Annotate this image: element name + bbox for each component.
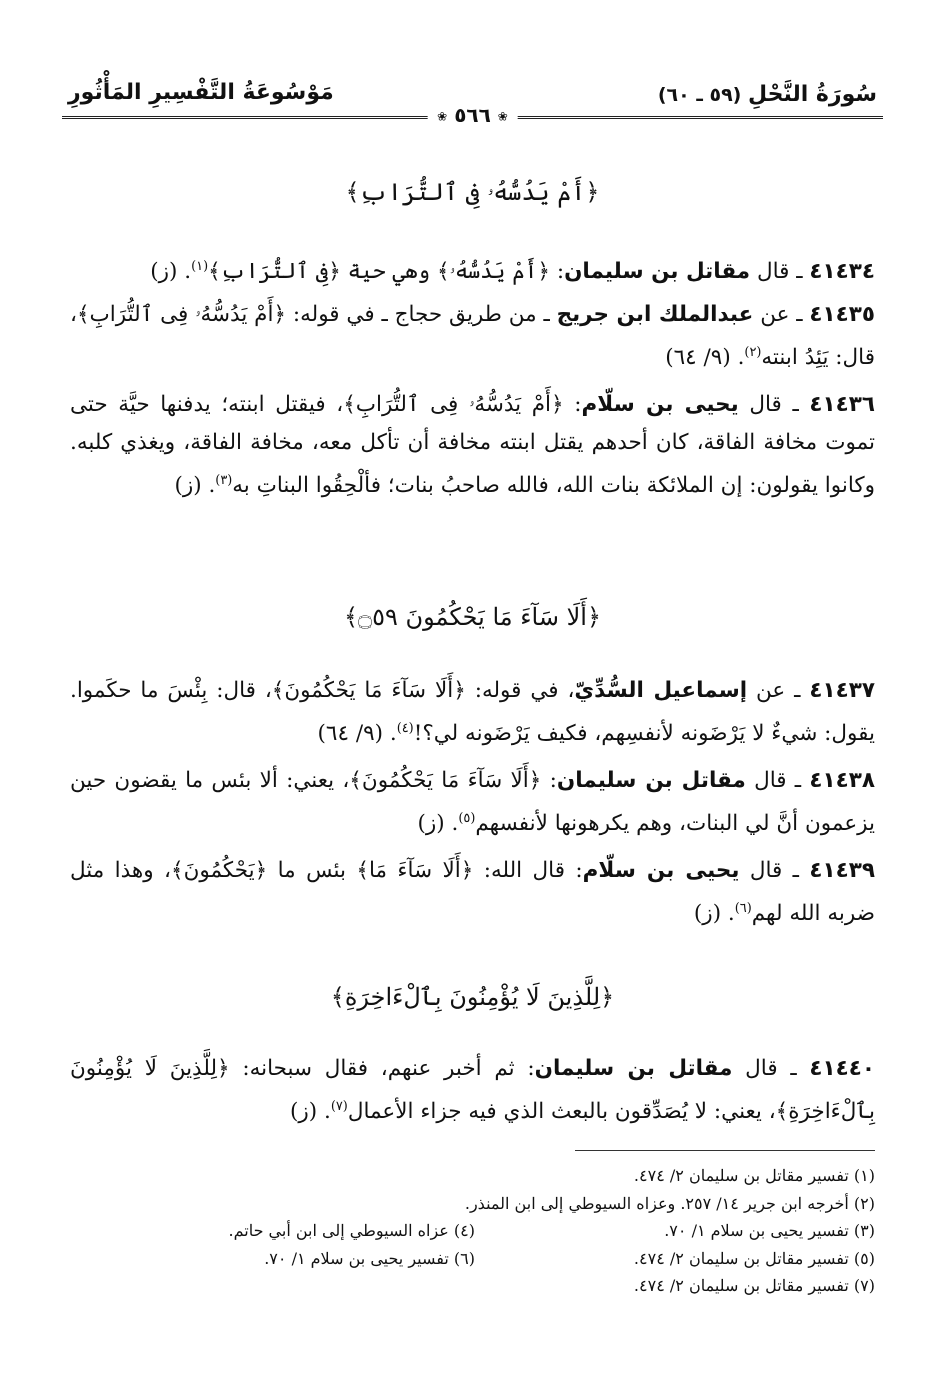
entry-source: . (ز) — [693, 901, 735, 927]
entry-text: : ﴿أَلَا سَآءَ مَا يَحْكُمُونَ﴾، يعني: ألا بئس ما يقضون حين يزعمون أنَّ لي البنات، وهم يكرهونها لأنفسهم — [70, 768, 875, 837]
entry-source: . (ز) — [290, 1099, 331, 1125]
entry-source: . (٩/ ٦٤) — [665, 345, 745, 371]
footnote-ref[interactable]: (٢) — [744, 345, 762, 360]
entry-text: ـ من طريق حجاج ـ في قوله: ﴿أَمْ يَدُسُّهُۥ فِى ٱلتُّرَابِ﴾، قال: يَئِدُ ابنته — [70, 302, 875, 371]
ornament-icon: ❀ — [497, 109, 508, 124]
footnote-ref[interactable]: (٤) — [396, 721, 414, 736]
entry-source: . (٩/ ٦٤) — [317, 721, 397, 747]
narrator-name: مقاتل بن سليمان — [534, 1056, 733, 1081]
entry-connector: ـ قال — [739, 858, 810, 883]
entry-text: : ﴿أَمْ يَدُسُّهُۥ فِى ٱلتُّرَابِ﴾، فيقتل ابنته؛ يدفنها حيَّة حتى تموت مخافة الفاقة، كان أحدهم يقتل ابنته مخافة أن تأكل معه، مخافة الفاقة، ويغذي كلبه. وكانوا يقولون: إن الملائكة بنات الله، فالله صاحبُ بنات؛ فألْحِقُوا البناتِ به — [70, 392, 875, 499]
entry-number: ٤١٤٤٠ — [809, 1056, 876, 1081]
entry-number: ٤١٤٣٧ — [809, 678, 876, 703]
verse-range: (٥٩ ـ ٦٠) — [657, 84, 742, 106]
narrator-name: يحيى بن سلّام — [581, 392, 739, 417]
entry-number: ٤١٤٣٩ — [809, 858, 875, 883]
footnote-pair — [70, 1245, 875, 1273]
narration-entry — [70, 386, 875, 505]
verse-heading: ﴿لِلَّذِينَ لَا يُؤْمِنُونَ بِٱلْءَاخِرَةِ﴾ — [330, 983, 615, 1011]
entry-text: ، في قوله: ﴿أَلَا سَآءَ مَا يَحْكُمُونَ﴾، قال: بِئْسَ ما حكَموا. يقول: شيءٌ لا يَرْضَونه لأنفسِهم، فكيف يَرْضَونه لي؟! — [70, 678, 875, 747]
narrator-name: مقاتل بن سليمان — [564, 259, 751, 285]
entry-number: ٤١٤٣٤ — [809, 259, 875, 285]
sura-name: سُورَةُ النَّحْلِ — [747, 82, 877, 107]
footnote-text: (٥) تفسير مقاتل بن سليمان ٢/ ٤٧٤. — [633, 1248, 875, 1268]
footnote-pair — [70, 1217, 875, 1245]
narrator-name: عبدالملك ابن جريج — [556, 302, 754, 327]
narrator-name: إسماعيل السُّدِّيّ — [574, 678, 748, 703]
book-title: مَوْسُوعَةُ التَّفْسِيرِ المَأْثُورِ — [68, 80, 334, 105]
page-header — [62, 62, 883, 127]
narration-entry — [70, 296, 875, 377]
entry-connector: ـ قال — [732, 1056, 810, 1081]
narration-entry — [70, 1050, 875, 1131]
verse-heading: ﴿أَمْ يَدُسُّهُۥ فِى ٱلتُّرَابِ﴾ — [345, 178, 600, 206]
entry-connector: ـ قال — [745, 768, 810, 793]
footnote-text: (١) تفسير مقاتل بن سليمان ٢/ ٤٧٤. — [633, 1166, 875, 1185]
footnote-separator — [575, 1150, 875, 1151]
footnote-text: (٢) أخرجه ابن جرير ١٤/ ٢٥٧. وعزاه السيوطي إلى ابن المنذر. — [464, 1193, 875, 1213]
narration-entry — [70, 852, 875, 933]
entry-source: . (ز) — [417, 811, 459, 837]
entry-text: : ثم أخبر عنهم، فقال سبحانه: ﴿لِلَّذِينَ لَا يُؤْمِنُونَ بِٱلْءَاخِرَةِ﴾، يعني: لا يُصَدِّقون بالبعث الذي فيه جزاء الأعمال — [70, 1056, 875, 1125]
footnote-ref[interactable]: (٧) — [330, 1099, 348, 1114]
narration-entry — [70, 672, 875, 753]
footnote — [70, 1272, 875, 1300]
footnote-ref[interactable]: (١) — [191, 259, 209, 274]
entry-connector: ـ قال — [750, 259, 810, 285]
footnote — [70, 1162, 875, 1190]
narrator-name: يحيى بن سلّام — [582, 858, 740, 883]
footnote-text: (٦) تفسير يحيى بن سلام ١/ ٧٠. — [264, 1248, 475, 1268]
footnote-ref[interactable]: (٦) — [734, 901, 752, 916]
entry-text: : قال الله: ﴿أَلَا سَآءَ مَا﴾ بئس ما ﴿يَحْكُمُونَ﴾، وهذا مثل ضربه الله لهم — [70, 858, 875, 927]
footnote-ref[interactable]: (٥) — [458, 811, 476, 826]
entry-source: . (ز) — [174, 473, 216, 499]
entry-connector: ـ قال — [738, 392, 810, 417]
ornament-icon: ❀ — [437, 109, 448, 124]
footnote-text: (٣) تفسير يحيى بن سلام ١/ ٧٠. — [664, 1221, 875, 1240]
footnotes — [70, 1162, 875, 1300]
footnote-ref[interactable]: (٣) — [215, 473, 233, 488]
footnote-text: (٧) تفسير مقاتل بن سليمان ٢/ ٤٧٤. — [633, 1276, 875, 1295]
entry-number: ٤١٤٣٨ — [809, 768, 875, 793]
narrator-name: مقاتل بن سليمان — [556, 768, 746, 793]
entry-source: . (ز) — [150, 259, 192, 285]
narration-entry — [70, 248, 875, 291]
footnote-text: (٤) عزاه السيوطي إلى ابن أبي حاتم. — [228, 1221, 475, 1240]
entry-connector: ـ عن — [747, 678, 810, 703]
verse-heading: ﴿أَلَا سَآءَ مَا يَحْكُمُونَ ۝٥٩﴾ — [343, 603, 602, 631]
header-sura-info — [658, 82, 877, 107]
footnote — [70, 1190, 875, 1218]
entry-number: ٤١٤٣٥ — [809, 302, 875, 327]
entry-connector: ـ عن — [753, 302, 810, 327]
page-number: ٥٦٦ — [454, 103, 491, 127]
entry-number: ٤١٤٣٦ — [809, 392, 875, 417]
narration-entry — [70, 762, 875, 843]
page-number-box — [427, 103, 518, 127]
entry-text: : ﴿أَمْ يَدُسُّهُۥ﴾ وهي حية ﴿فِى ٱلتُّرَابِ﴾ — [208, 259, 565, 285]
